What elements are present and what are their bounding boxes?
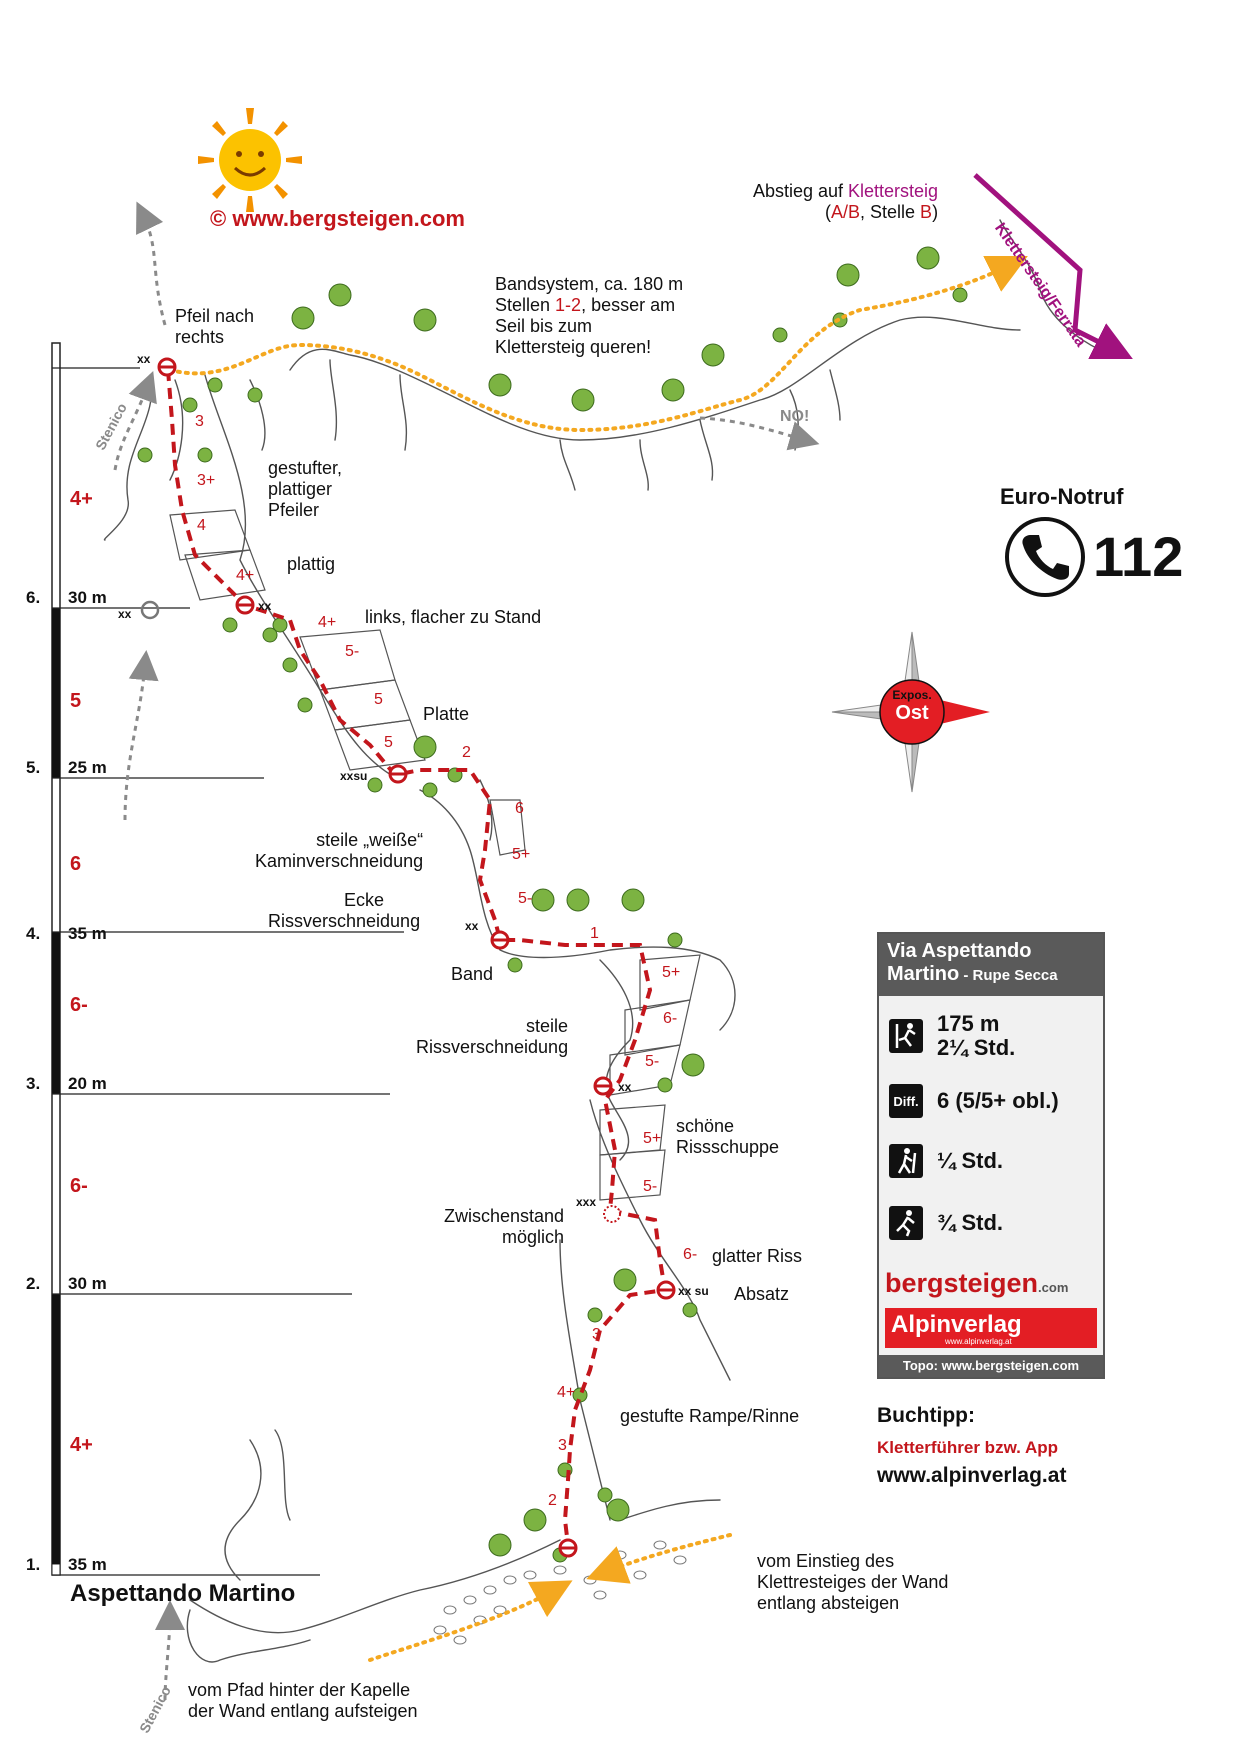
info-header [879,934,1103,996]
copyright-text: © www.bergsteigen.com [210,206,465,231]
label-band: Band [451,964,494,984]
hiker-icon [889,1144,923,1178]
label-line: plattiger [268,479,333,499]
label-plattig: plattig [287,554,336,574]
label-bs-2c: , besser am [581,295,676,315]
phone-icon [1007,519,1083,595]
label-abstieg-l1b: Klettersteig [848,181,939,201]
route-grade: 3 [592,1326,601,1343]
label-no: NO! [780,408,810,425]
info-approach: ¼ Std. [937,1148,1004,1173]
diff-icon: Diff. [889,1084,923,1118]
buchtipp [877,1404,1066,1488]
route-grade: 4 [197,517,206,534]
belay-label: xxsu [340,769,368,783]
route-grade: 5+ [643,1130,662,1147]
label-stenico-bottom: Stenico [136,1683,174,1736]
label-line: schöne [676,1116,735,1136]
route-grade: 5+ [662,964,681,981]
label-bandsystem [495,274,683,358]
buchtipp-url[interactable]: www.alpinverlag.at [877,1464,1067,1487]
route-grade: 5- [645,1053,660,1070]
label-line: entlang absteigen [757,1593,900,1613]
belay-label: xx [465,919,479,933]
pitch-length: 20 m [68,1074,107,1093]
info-diff: 6 (5/5+ obl.) [937,1088,1059,1113]
label-vom-einstieg [757,1551,948,1614]
label-line: Rissverschneidung [268,911,421,931]
ferrata-arrow [975,175,1115,350]
intermediate-belay [604,1206,620,1222]
trees [138,247,967,1562]
label-bandsystem-1: Bandsystem, ca. 180 m [495,274,684,294]
label-glatter-riss: glatter Riss [712,1246,803,1266]
belay-stations [159,359,674,1556]
label-ecke [268,890,420,932]
compass-line1: Expos. [892,688,932,702]
label-bandsystem-3: Seil bis zum [495,316,593,336]
route-name: Aspettando Martino [70,1580,296,1607]
logo-bergsteigen-suffix: .com [1038,1280,1069,1295]
label-bs-2a: Stellen [495,295,556,315]
label-vom-pfad [188,1680,418,1722]
label-line: vom Pfad hinter der Kapelle [188,1680,411,1700]
label-line: vom Einstieg des [757,1551,895,1571]
pitch-length: 35 m [68,924,107,943]
belay-label: xx [118,607,132,621]
label-abstieg-l2d: B [920,202,933,222]
label-schoene [676,1116,779,1158]
label-abstieg [740,181,938,223]
info-row-height [889,1012,1015,1060]
label-abstieg-l1a: Abstieg auf [752,181,849,201]
logo-bergsteigen-main: bergsteigen [885,1268,1039,1298]
belay-label: xx [258,599,272,613]
route-grade: 1 [590,925,599,942]
route-grade: 2 [462,744,471,761]
label-stenico-top: Stenico [92,400,130,453]
pitch-grade: 6- [70,994,88,1016]
emergency-title: Euro-Notruf [1000,484,1124,509]
route-line [168,370,665,1545]
route-grade: 5 [374,691,383,708]
topo-credit-text: Topo: www.bergsteigen.com [902,1358,1080,1373]
label-pfeil-line: Pfeil nach [175,306,255,326]
label-line: Rissverschneidung [416,1037,569,1057]
emergency-number: 112 [1093,525,1184,588]
route-info-box [877,932,1105,1379]
info-row-approach [889,1144,1003,1178]
pitch-length: 25 m [68,758,107,777]
label-steile-riss [416,1016,568,1058]
info-title-2b: - Rupe Secca [959,967,1058,984]
label-pfeil-line: rechts [175,327,225,347]
pitch-grade: 6- [70,1175,88,1197]
sun-icon [198,108,302,212]
label-line: steile „weiße“ [316,830,424,850]
pitch-number: 4. [26,924,41,943]
label-abstieg-l2b: A/B [831,202,861,222]
label-abstieg-l2c: , Stelle [860,202,921,222]
pitch-number: 3. [26,1074,41,1093]
logo-bergsteigen [885,1268,1068,1299]
info-time: 2¼ Std. [937,1035,1016,1060]
label-gestufte-rampe: gestufte Rampe/Rinne [620,1406,800,1426]
logo-alpinverlag [885,1308,1097,1348]
info-row-diff [889,1084,1059,1118]
pitch-number: 6. [26,588,41,607]
climber-icon [889,1019,923,1053]
route-grade: 3 [558,1437,567,1454]
info-height-time [937,1012,1015,1060]
pitch-number: 2. [26,1274,41,1293]
route-grade: 5- [643,1178,658,1195]
info-title-2 [887,963,1095,986]
info-height: 175 m [937,1011,1000,1036]
info-descent: ¾ Std. [937,1210,1004,1235]
route-grade: 6 [515,800,524,817]
pitch-grade: 5 [70,690,82,712]
pitch-length: 30 m [68,1274,107,1293]
label-line: der Wand entlang aufsteigen [188,1701,418,1721]
route-grade: 4+ [236,567,255,584]
label-bandsystem-2 [495,295,683,316]
route-grade: 4+ [318,614,337,631]
pitch-scale-bar [52,343,404,1575]
label-kamin [255,830,423,872]
route-grade: 5- [345,643,360,660]
pitch-length: 35 m [68,1555,107,1574]
belay-label: xx su [678,1284,709,1298]
route-grade: 5+ [512,846,531,863]
belay-label: xxx [576,1195,597,1209]
label-line: möglich [502,1227,565,1247]
belay-label: xx [137,352,151,366]
logo-alpinverlag-sub: www.alpinverlag.at [945,1337,1012,1346]
logo-alpinverlag-main: Alpinverlag [891,1311,1022,1338]
label-pfeil [175,306,254,348]
route-grade: 4+ [557,1384,576,1401]
label-links-flacher: links, flacher zu Stand [365,607,542,627]
compass-label [880,688,944,725]
grey-belay [142,602,158,618]
label-platte: Platte [423,704,470,724]
label-line: Rissschuppe [676,1137,780,1157]
label-bandsystem-4: Klettersteig queren! [495,337,652,357]
pitch-grade: 4+ [70,1434,93,1456]
info-row-descent [889,1206,1003,1240]
pitch-number: 5. [26,758,41,777]
label-line: steile [526,1016,569,1036]
label-line: Ecke [344,890,385,910]
compass-line2: Ost [895,702,929,724]
pitch-grade: 4+ [70,488,93,510]
label-line: gestufter, [268,458,343,478]
label-line: Kaminverschneidung [255,851,424,871]
pitch-length: 30 m [68,588,107,607]
route-grade: 2 [548,1492,557,1509]
pitch-number: 1. [26,1555,41,1574]
buchtipp-sub: Kletterführer bzw. App [877,1438,1059,1457]
info-title-1: Via Aspettando [887,940,1032,962]
grey-arrows [115,215,805,1700]
label-absatz: Absatz [734,1284,790,1304]
label-bs-2b: 1-2 [555,295,582,315]
route-grade: 3 [195,413,204,430]
buchtipp-title: Buchtipp: [877,1404,975,1427]
route-grade: 5 [384,734,393,751]
belay-label: xx [618,1080,632,1094]
label-abstieg-line2 [740,202,938,223]
route-grade: 3+ [197,472,216,489]
label-ferrata: Klettersteig/Ferrata [991,220,1090,350]
topo-credit [879,1355,1103,1377]
route-grade: 6- [663,1010,678,1027]
label-line: Zwischenstand [443,1206,565,1226]
label-line: Pfeiler [268,500,320,520]
info-title-2a: Martino [887,963,960,985]
label-zwischenstand [434,1206,564,1248]
label-abstieg-line1 [740,181,938,202]
label-abstieg-l2a: ( [825,202,831,222]
route-grade: 5- [518,890,533,907]
label-line: Klettresteiges der Wand [757,1572,949,1592]
label-abstieg-l2e: ) [932,202,939,222]
route-grade: 6- [683,1246,698,1263]
pitch-grade: 6 [70,853,82,875]
descent-icon [889,1206,923,1240]
label-gestufter [268,458,342,521]
